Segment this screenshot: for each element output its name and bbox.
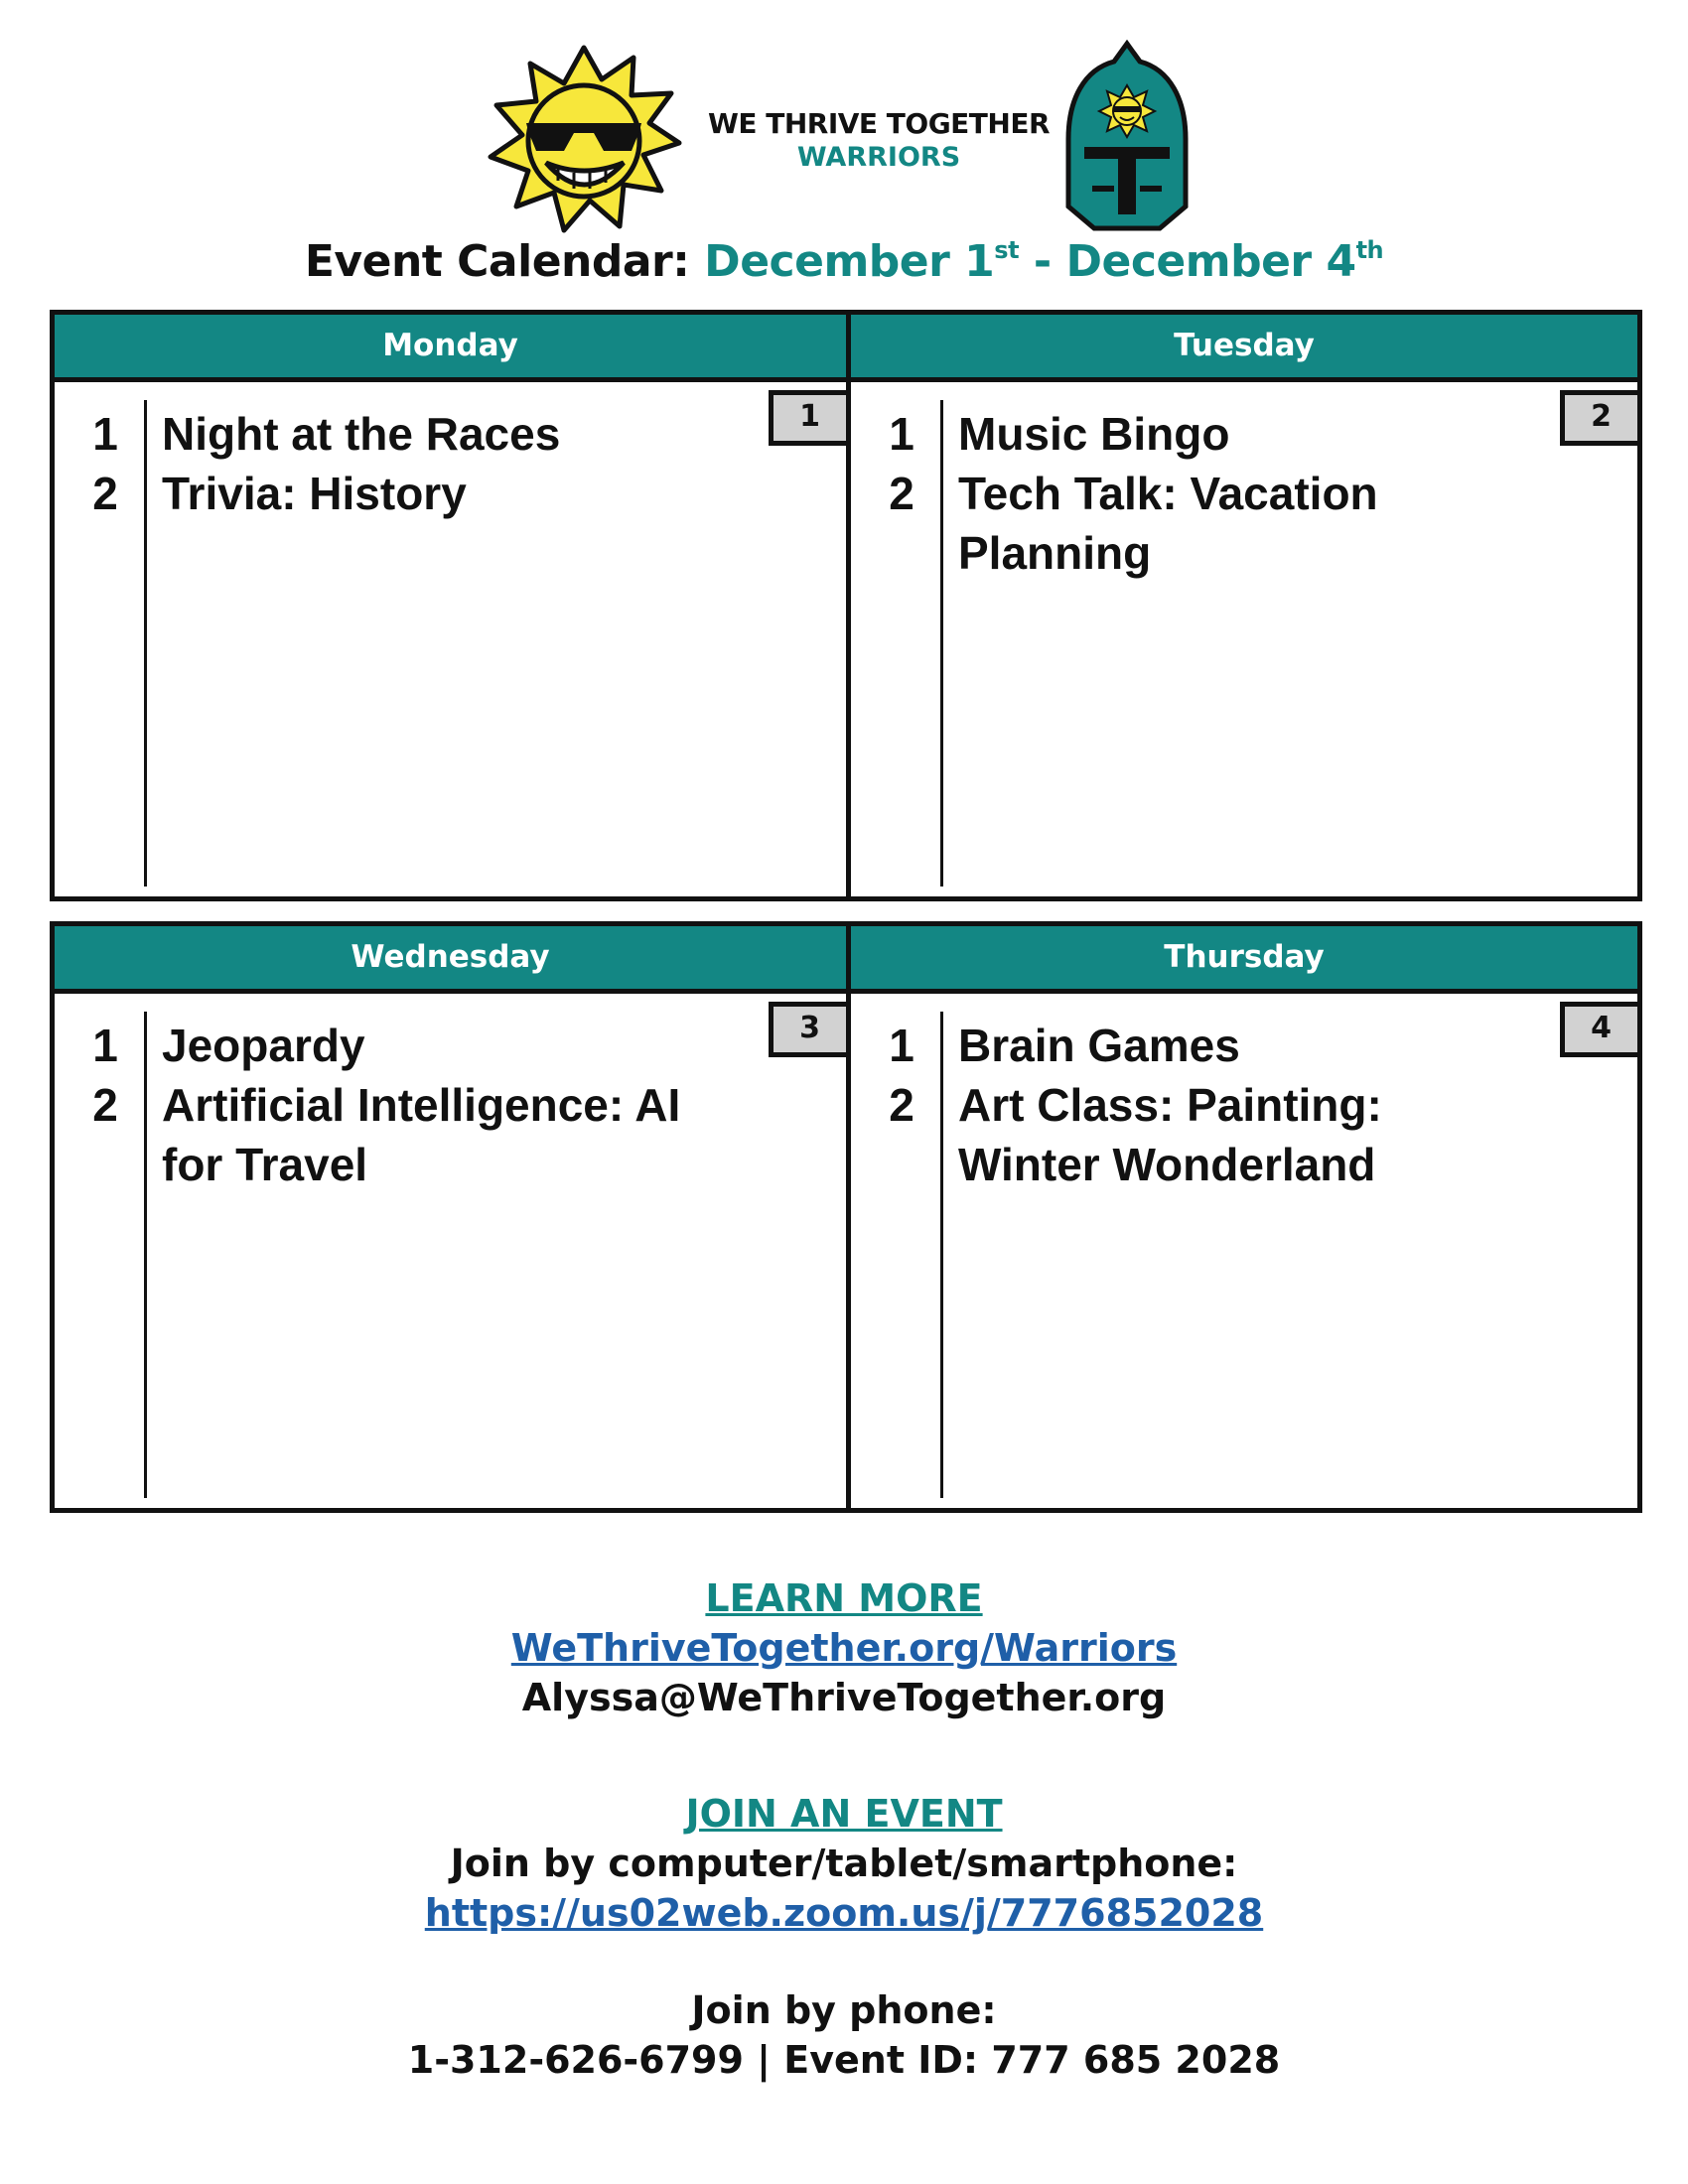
calendar-title-label: Event Calendar: [304,236,690,287]
event-list [851,404,1637,583]
event-item [55,464,846,523]
calendar-date-range [704,236,1383,287]
range-start-suffix: st [994,236,1020,264]
event-list [851,1016,1637,1194]
brand-line-1: WE THRIVE TOGETHER [707,107,1051,140]
range-start: December 1 [704,236,995,287]
event-number: 2 [889,468,914,519]
event-item [55,1016,846,1075]
website-link[interactable]: WeThriveTogether.org/Warriors [510,1626,1178,1670]
date-number-badge: 2 [1560,390,1637,446]
join-event-heading: JOIN AN EVENT [685,1792,1003,1836]
day-header: Tuesday [851,315,1637,382]
event-title: Trivia: History [162,468,467,519]
event-item [55,404,846,464]
calendar-week-row-2 [50,921,1642,1513]
date-number-badge: 1 [769,390,846,446]
event-item [55,1075,846,1194]
event-list [55,1016,846,1194]
warrior-helmet-logo-icon [1062,40,1192,233]
event-number: 1 [92,1020,118,1071]
phone-details: 1-312-626-6799 | Event ID: 777 685 2028 [407,2038,1281,2082]
sun-logo-icon [485,40,683,238]
join-event-section [0,1789,1688,1938]
range-end: December 4 [1065,236,1356,287]
day-header: Thursday [851,926,1637,994]
event-item [851,464,1637,583]
brand-line-2: WARRIORS [796,142,961,173]
contact-email[interactable]: Alyssa@WeThriveTogether.org [521,1676,1167,1719]
event-title: Art Class: Painting: Winter Wonderland [958,1079,1382,1190]
learn-more-section [0,1573,1688,1722]
event-title: Tech Talk: Vacation Planning [958,468,1378,579]
learn-more-heading: LEARN MORE [705,1576,983,1620]
event-number: 1 [92,408,118,460]
join-computer-label: Join by computer/tablet/smartphone: [450,1842,1238,1885]
range-separator: - [1019,236,1066,287]
day-cell-thursday [846,926,1637,1508]
event-number: 2 [92,468,118,519]
date-number-badge: 4 [1560,1002,1637,1057]
calendar-week-row-1 [50,310,1642,901]
day-header: Wednesday [55,926,846,994]
event-item [851,1075,1637,1194]
brand-wordmark [695,107,1062,173]
event-title: Artificial Intelligence: AI for Travel [162,1079,681,1190]
event-number: 1 [889,408,914,460]
calendar-title [0,236,1688,287]
range-end-suffix: th [1355,236,1384,264]
event-number: 2 [92,1079,118,1131]
event-title: Night at the Races [162,408,561,460]
page-header [0,30,1688,238]
event-list [55,404,846,523]
event-title: Jeopardy [162,1020,365,1071]
event-number: 2 [889,1079,914,1131]
day-header: Monday [55,315,846,382]
event-item [851,404,1637,464]
day-cell-tuesday [846,315,1637,896]
join-phone-section [0,1985,1688,2085]
date-number-badge: 3 [769,1002,846,1057]
zoom-link[interactable]: https://us02web.zoom.us/j/7776852028 [424,1891,1264,1935]
event-title: Music Bingo [958,408,1230,460]
event-item [851,1016,1637,1075]
event-title: Brain Games [958,1020,1240,1071]
day-cell-monday [55,315,846,896]
day-cell-wednesday [55,926,846,1508]
event-number: 1 [889,1020,914,1071]
join-phone-label: Join by phone: [691,1988,997,2032]
